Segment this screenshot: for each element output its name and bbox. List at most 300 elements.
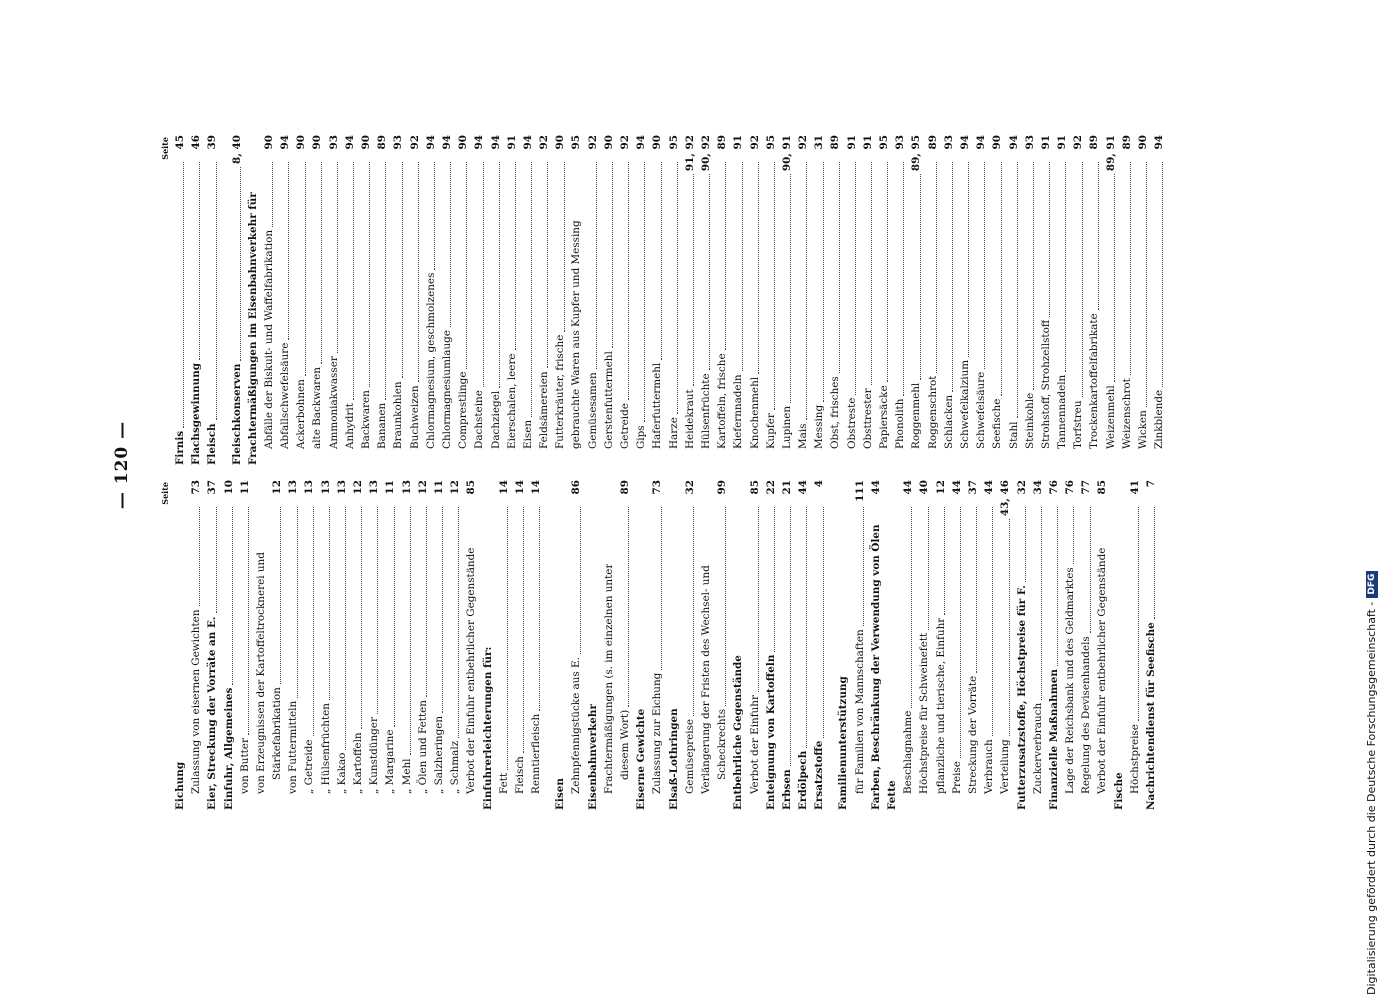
index-entry bbox=[747, 480, 763, 810]
index-entry bbox=[811, 480, 827, 810]
entry-term: Futterzusatzstoffe, Höchstpreise für F. bbox=[1015, 585, 1028, 810]
index-entry bbox=[828, 135, 844, 465]
index-entry bbox=[836, 480, 852, 810]
entry-page-number: 90 bbox=[554, 135, 567, 150]
index-entry bbox=[439, 135, 455, 465]
entry-term: Streckung der Vorräte bbox=[966, 675, 979, 794]
entry-page-number: 85 bbox=[465, 480, 478, 495]
dot-leader bbox=[434, 162, 435, 270]
index-entry bbox=[326, 135, 342, 465]
dot-leader bbox=[960, 507, 961, 758]
dot-leader bbox=[288, 162, 289, 340]
entry-page-number: 32 bbox=[683, 480, 696, 495]
entry-term: diesem Wort) bbox=[619, 709, 632, 780]
entry-page-number: 37 bbox=[966, 480, 979, 495]
entry-page-number: 111 bbox=[853, 480, 866, 502]
entry-term: Verbot der Einfuhr entbehrlicher Gegenstände bbox=[1096, 547, 1109, 794]
entry-term: Strohstoff, Strohzellstoff bbox=[1039, 319, 1052, 449]
index-entry bbox=[892, 135, 908, 465]
entry-term: Gemüsesamen bbox=[586, 372, 599, 449]
dot-leader bbox=[183, 162, 184, 428]
entry-term: Chlormagnesiumlauge bbox=[440, 330, 453, 449]
dot-leader bbox=[216, 162, 217, 420]
index-entry bbox=[221, 480, 237, 810]
dot-leader bbox=[806, 162, 807, 421]
index-entry bbox=[1111, 480, 1127, 810]
entry-page-number: 94 bbox=[440, 135, 453, 150]
entry-term: Elsaß-Lothringen bbox=[667, 708, 680, 810]
index-entry bbox=[698, 480, 714, 810]
index-entry bbox=[730, 480, 746, 810]
entry-term: Wicken bbox=[1137, 410, 1150, 449]
index-entry bbox=[390, 135, 406, 465]
entry-term: Phonolith bbox=[894, 398, 907, 449]
dot-leader bbox=[1098, 162, 1099, 310]
entry-term: Fette bbox=[886, 780, 899, 810]
index-entry bbox=[601, 480, 617, 810]
entry-term: Fleisch bbox=[206, 423, 219, 465]
index-entry bbox=[1038, 135, 1054, 465]
index-entry bbox=[269, 480, 285, 810]
entry-page-number: 99 bbox=[716, 480, 729, 495]
entry-term: Anhydrit bbox=[343, 403, 356, 449]
entry-term: von Erzeugnissen der Kartoffeltrocknerei und bbox=[254, 552, 267, 794]
entry-term: Erbsen bbox=[780, 769, 793, 810]
dot-leader bbox=[483, 162, 484, 387]
dot-leader bbox=[928, 507, 929, 630]
entry-term: Ackerbohnen bbox=[295, 379, 308, 449]
entry-term: Zinkblende bbox=[1153, 389, 1166, 449]
index-entry bbox=[293, 135, 309, 465]
entry-page-number: 89, 91 bbox=[1104, 135, 1117, 172]
entry-page-number: 34 bbox=[1031, 480, 1044, 495]
dot-leader bbox=[499, 162, 500, 388]
index-entry bbox=[1022, 135, 1038, 465]
index-entry bbox=[585, 135, 601, 465]
entry-page-number: 91 bbox=[1039, 135, 1052, 150]
entry-page-number: 13 bbox=[303, 480, 316, 495]
entry-page-number: 86 bbox=[570, 480, 583, 495]
index-entry bbox=[1103, 135, 1119, 465]
index-entry bbox=[860, 135, 876, 465]
entry-page-number: 37 bbox=[206, 480, 219, 495]
entry-term: Frachtermäßigungen im Eisenbahnverkehr für bbox=[246, 192, 259, 465]
entry-page-number: 94 bbox=[975, 135, 988, 150]
dot-leader bbox=[216, 507, 217, 614]
entry-term: Scheckrechts bbox=[716, 708, 729, 780]
entry-page-number: 92 bbox=[1072, 135, 1085, 150]
entry-page-number: 93 bbox=[1023, 135, 1036, 150]
index-entry bbox=[285, 480, 301, 810]
dot-leader bbox=[466, 162, 467, 369]
dot-leader bbox=[240, 167, 241, 361]
index-entry bbox=[633, 480, 649, 810]
entry-term: Frachtermäßigungen (s. im einzelnen unter bbox=[602, 563, 615, 794]
index-entry bbox=[852, 480, 868, 810]
dot-leader bbox=[321, 162, 322, 364]
entry-term: Eisen bbox=[554, 778, 567, 810]
entry-page-number: 95 bbox=[878, 135, 891, 150]
entry-page-number: 13 bbox=[287, 480, 300, 495]
dot-leader bbox=[936, 162, 937, 373]
index-entry bbox=[342, 135, 358, 465]
index-entry bbox=[900, 480, 916, 810]
entry-term: Schwefelkalzium bbox=[958, 359, 971, 449]
entry-term: Gemüsepreise bbox=[683, 718, 696, 794]
entry-page-number: 41 bbox=[1128, 480, 1141, 495]
dot-leader bbox=[523, 507, 524, 753]
index-entry bbox=[318, 480, 334, 810]
entry-term: Nachrichtendienst für Seefische bbox=[1145, 622, 1158, 810]
entry-term: alte Backwaren bbox=[311, 367, 324, 449]
entry-term: Tannennadeln bbox=[1056, 374, 1069, 449]
entry-term: gebrauchte Waren aus Kupfer und Messing bbox=[570, 220, 583, 449]
entry-term: „ Schmalz bbox=[449, 740, 462, 794]
entry-page-number: 44 bbox=[983, 480, 996, 495]
dot-leader bbox=[596, 162, 597, 369]
dot-leader bbox=[823, 507, 824, 738]
entry-page-number: 90 bbox=[991, 135, 1004, 150]
index-entry bbox=[601, 135, 617, 465]
index-entry bbox=[455, 135, 471, 465]
index-entry bbox=[698, 135, 714, 465]
dot-leader bbox=[353, 162, 354, 400]
dot-leader bbox=[385, 162, 386, 400]
entry-page-number: 90 bbox=[457, 135, 470, 150]
entry-term: Eier, Streckung der Vorräte an E. bbox=[206, 616, 219, 810]
index-entry bbox=[916, 480, 932, 810]
index-entry bbox=[552, 135, 568, 465]
dot-leader bbox=[450, 162, 451, 327]
entry-page-number: 22 bbox=[764, 480, 777, 495]
index-entry bbox=[779, 135, 795, 465]
entry-page-number: 85 bbox=[748, 480, 761, 495]
dot-leader bbox=[1001, 162, 1002, 396]
entry-page-number: 91 bbox=[861, 135, 874, 150]
index-entry bbox=[382, 480, 398, 810]
entry-term: „ Salzheringen bbox=[432, 715, 445, 794]
index-entry bbox=[1070, 135, 1086, 465]
index-entry bbox=[1087, 135, 1103, 465]
dot-leader bbox=[855, 162, 856, 395]
index-entry bbox=[1151, 135, 1167, 465]
index-entry bbox=[811, 135, 827, 465]
entry-page-number: 90 bbox=[602, 135, 615, 150]
entry-page-number: 91 bbox=[1056, 135, 1069, 150]
entry-term: Lage der Reichsbank und des Geldmarktes bbox=[1064, 567, 1077, 794]
dot-leader bbox=[709, 174, 710, 370]
entry-page-number: 90 bbox=[262, 135, 275, 150]
entry-term: Fleisch bbox=[513, 756, 526, 794]
entry-term: Verlängerung der Fristen des Wechsel- und bbox=[699, 565, 712, 794]
dot-leader bbox=[677, 162, 678, 414]
entry-term: Renntierfleisch bbox=[530, 713, 543, 794]
dot-leader bbox=[458, 507, 459, 738]
entry-page-number: 90 bbox=[360, 135, 373, 150]
entry-term: Beschlagnahme bbox=[902, 710, 915, 794]
entry-page-number: 11 bbox=[384, 480, 397, 495]
entry-term: Preise bbox=[950, 761, 963, 794]
entry-page-number: 73 bbox=[190, 480, 203, 495]
dot-leader bbox=[442, 507, 443, 713]
entry-page-number: 90 bbox=[311, 135, 324, 150]
page-number: — 120 — bbox=[112, 420, 132, 510]
entry-term: Torfstreu bbox=[1072, 400, 1085, 449]
column-header-seite: Seite bbox=[160, 482, 170, 505]
index-entry bbox=[933, 480, 949, 810]
index-entry bbox=[366, 480, 382, 810]
entry-page-number: 89, 95 bbox=[910, 135, 923, 172]
dot-leader bbox=[280, 507, 281, 684]
entry-page-number: 89 bbox=[716, 135, 729, 150]
dot-leader bbox=[361, 507, 362, 729]
dot-leader bbox=[863, 507, 864, 626]
entry-term: Kiefernnadeln bbox=[732, 374, 745, 449]
entry-page-number: 13 bbox=[335, 480, 348, 495]
dot-leader bbox=[1049, 162, 1050, 317]
index-entry bbox=[941, 135, 957, 465]
entry-term: „ Ölen und Fetten bbox=[416, 700, 429, 794]
index-entry bbox=[682, 480, 698, 810]
dot-leader bbox=[790, 507, 791, 766]
entry-term: Verbrauch bbox=[983, 739, 996, 794]
entry-term: Eiserne Gewichte bbox=[635, 708, 648, 810]
index-entry bbox=[423, 135, 439, 465]
index-entry bbox=[1054, 135, 1070, 465]
entry-page-number: 39 bbox=[206, 135, 219, 150]
dot-leader bbox=[1114, 174, 1115, 382]
entry-term: Backwaren bbox=[360, 390, 373, 449]
index-entry bbox=[981, 480, 997, 810]
entry-page-number: 85 bbox=[1096, 480, 1109, 495]
dfg-logo: DFG bbox=[1366, 571, 1378, 598]
entry-page-number: 89 bbox=[619, 480, 632, 495]
dot-leader bbox=[1025, 507, 1026, 582]
dot-leader bbox=[539, 507, 540, 711]
entry-term: pflanzliche und tierische, Einfuhr bbox=[934, 617, 947, 794]
dot-leader bbox=[806, 507, 807, 748]
entry-term: Ersatzstoffe bbox=[813, 740, 826, 810]
dot-leader bbox=[984, 162, 985, 369]
index-entry bbox=[569, 135, 585, 465]
entry-term: Bananen bbox=[376, 402, 389, 449]
index-entry bbox=[730, 135, 746, 465]
entry-term: Futterkräuter, frische bbox=[554, 334, 567, 449]
entry-page-number: 14 bbox=[530, 480, 543, 495]
dot-leader bbox=[952, 162, 953, 392]
entry-page-number: 94 bbox=[635, 135, 648, 150]
entry-page-number: 92 bbox=[748, 135, 761, 150]
index-entry bbox=[504, 135, 520, 465]
dot-leader bbox=[920, 174, 921, 380]
entry-term: „ Kartoffeln bbox=[352, 732, 365, 794]
dot-leader bbox=[1154, 507, 1155, 619]
entry-page-number: 90 bbox=[295, 135, 308, 150]
entry-page-number: 12 bbox=[449, 480, 462, 495]
entry-term: „ Margarine bbox=[384, 729, 397, 794]
entry-term: Finanzielle Maßnahmen bbox=[1047, 669, 1060, 810]
dot-leader bbox=[1041, 507, 1042, 700]
funding-note bbox=[1365, 571, 1378, 995]
index-entry bbox=[957, 135, 973, 465]
entry-page-number: 91 bbox=[505, 135, 518, 150]
entry-term: für Familien von Mannschaften bbox=[853, 629, 866, 794]
index-entry bbox=[633, 135, 649, 465]
dot-leader bbox=[377, 507, 378, 714]
index-entry bbox=[431, 480, 447, 810]
entry-term: Chlormagnesium, geschmolzenes bbox=[424, 272, 437, 449]
entry-page-number: 13 bbox=[319, 480, 332, 495]
entry-term: Knochenmehl bbox=[748, 376, 761, 449]
entry-term: Heidekraut bbox=[683, 389, 696, 449]
index-entry bbox=[1046, 480, 1062, 810]
dot-leader bbox=[871, 162, 872, 385]
entry-term: Verbot der Einfuhr entbehrlicher Gegenstände bbox=[465, 547, 478, 794]
entry-page-number: 11 bbox=[432, 480, 445, 495]
entry-page-number: 94 bbox=[424, 135, 437, 150]
index-entry bbox=[528, 480, 544, 810]
dot-leader bbox=[1082, 162, 1083, 397]
dot-leader bbox=[272, 162, 273, 227]
index-entry bbox=[973, 135, 989, 465]
entry-term: Eierschalen, leere bbox=[505, 353, 518, 449]
index-entry bbox=[310, 135, 326, 465]
entry-page-number: 44 bbox=[797, 480, 810, 495]
entry-term: Enteignung von Kartoffeln bbox=[764, 654, 777, 810]
entry-term: Obst, frisches bbox=[829, 376, 842, 449]
dot-leader bbox=[531, 162, 532, 417]
entry-page-number: 95 bbox=[764, 135, 777, 150]
entry-page-number: 76 bbox=[1047, 480, 1060, 495]
entry-page-number: 93 bbox=[392, 135, 405, 150]
index-entry bbox=[714, 480, 730, 810]
entry-page-number: 92 bbox=[586, 135, 599, 150]
entry-term: Flachsgewinnung bbox=[190, 362, 203, 465]
dot-leader bbox=[1162, 162, 1163, 387]
entry-page-number: 73 bbox=[651, 480, 664, 495]
index-entry bbox=[1062, 480, 1078, 810]
dot-leader bbox=[199, 162, 200, 360]
index-entry bbox=[229, 135, 245, 465]
dot-leader bbox=[693, 174, 694, 386]
entry-term: Weizenschrot bbox=[1120, 378, 1133, 449]
dot-leader bbox=[564, 162, 565, 332]
entry-page-number: 89 bbox=[926, 135, 939, 150]
entry-term: Farben, Beschränkung der Verwendung von Ölen bbox=[869, 524, 882, 810]
index-entry bbox=[447, 480, 463, 810]
index-entry bbox=[188, 480, 204, 810]
entry-page-number: 10 bbox=[222, 480, 235, 495]
index-entry bbox=[569, 480, 585, 810]
dot-leader bbox=[515, 162, 516, 350]
entry-term: Stärkefabrikation bbox=[271, 687, 284, 780]
index-entry bbox=[1095, 480, 1111, 810]
entry-term: Familienunterstützung bbox=[837, 676, 850, 810]
entry-page-number: 95 bbox=[570, 135, 583, 150]
dot-leader bbox=[1017, 162, 1018, 418]
entry-page-number: 90 bbox=[651, 135, 664, 150]
dot-leader bbox=[402, 162, 403, 378]
entry-term: Eisenbahnverkehr bbox=[586, 704, 599, 810]
entry-page-number: 93 bbox=[942, 135, 955, 150]
dot-leader bbox=[725, 162, 726, 350]
entry-term: Verbot der Einfuhr bbox=[748, 695, 761, 794]
dot-leader bbox=[1130, 162, 1131, 375]
dot-leader bbox=[369, 162, 370, 387]
index-entry bbox=[965, 480, 981, 810]
index-entry bbox=[949, 480, 965, 810]
entry-page-number: 93 bbox=[894, 135, 907, 150]
dot-leader bbox=[305, 162, 306, 376]
dot-leader bbox=[774, 162, 775, 410]
index-entry bbox=[1135, 135, 1151, 465]
entry-page-number: 77 bbox=[1080, 480, 1093, 495]
dot-leader bbox=[1009, 519, 1010, 736]
index-entry bbox=[277, 135, 293, 465]
entry-page-number: 4 bbox=[813, 480, 826, 488]
dot-leader bbox=[1057, 507, 1058, 666]
entry-page-number: 90 bbox=[1137, 135, 1150, 150]
dot-leader bbox=[790, 174, 791, 403]
entry-page-number: 94 bbox=[521, 135, 534, 150]
index-entry bbox=[585, 480, 601, 810]
entry-term: Zuckerverbrauch bbox=[1031, 702, 1044, 794]
entry-term: Comprestlinge bbox=[457, 371, 470, 449]
entry-page-number: 76 bbox=[1064, 480, 1077, 495]
dot-leader bbox=[661, 507, 662, 670]
entry-term: von Butter bbox=[238, 738, 251, 794]
entry-term: Gips bbox=[635, 425, 648, 449]
index-entry bbox=[480, 480, 496, 810]
index-entry bbox=[617, 135, 633, 465]
entry-term: Eichung bbox=[173, 761, 186, 810]
dot-leader bbox=[297, 507, 298, 698]
entry-page-number: 91, 92 bbox=[683, 135, 696, 172]
entry-term: Dachziegel bbox=[489, 390, 502, 449]
index-entry bbox=[666, 135, 682, 465]
index-entry bbox=[350, 480, 366, 810]
entry-page-number: 12 bbox=[271, 480, 284, 495]
entry-page-number: 12 bbox=[352, 480, 365, 495]
index-entry bbox=[997, 480, 1013, 810]
index-entry bbox=[245, 135, 261, 465]
entry-page-number: 94 bbox=[489, 135, 502, 150]
index-entry bbox=[374, 135, 390, 465]
index-entry bbox=[844, 135, 860, 465]
index-entry bbox=[188, 135, 204, 465]
entry-term: Erdölpech bbox=[797, 750, 810, 810]
entry-page-number: 44 bbox=[950, 480, 963, 495]
dot-leader bbox=[968, 162, 969, 357]
entry-page-number: 44 bbox=[869, 480, 882, 495]
dot-leader bbox=[394, 507, 395, 727]
entry-term: „ Kakao bbox=[335, 752, 348, 794]
index-entry bbox=[868, 480, 884, 810]
dot-leader bbox=[612, 162, 613, 348]
index-entry bbox=[617, 480, 633, 810]
entry-page-number: 13 bbox=[400, 480, 413, 495]
index-entry bbox=[666, 480, 682, 810]
dot-leader bbox=[742, 162, 743, 371]
index-entry bbox=[714, 135, 730, 465]
index-entry bbox=[237, 480, 253, 810]
dot-leader bbox=[725, 507, 726, 706]
entry-page-number: 32 bbox=[1015, 480, 1028, 495]
dot-leader bbox=[992, 507, 993, 736]
index-entry bbox=[415, 480, 431, 810]
index-entry bbox=[172, 135, 188, 465]
index-entry bbox=[763, 480, 779, 810]
